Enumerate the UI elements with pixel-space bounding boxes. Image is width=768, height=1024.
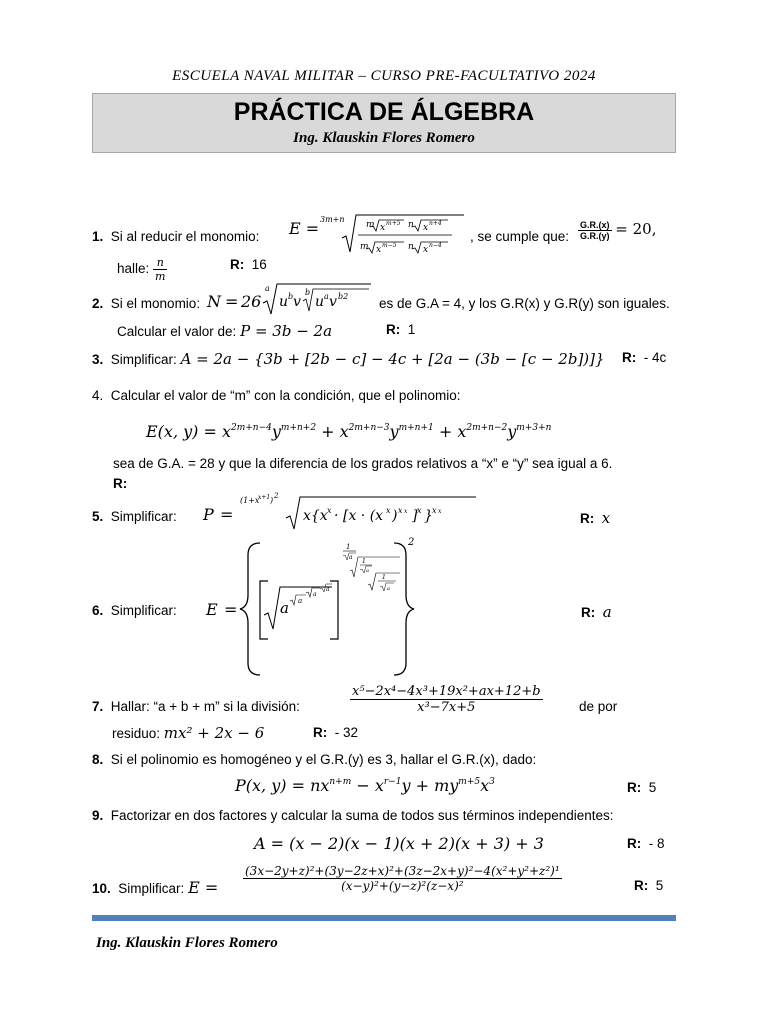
answer-value: - 8 <box>648 836 665 851</box>
answer-label: R: <box>113 476 128 491</box>
problem-text: Simplificar: <box>118 881 185 896</box>
answer-value: 5 <box>655 878 664 893</box>
svg-text:x: x <box>432 506 437 515</box>
problem-number: 7. <box>92 699 104 714</box>
problem-10-fraction <box>243 864 562 893</box>
problem-text: Si el polinomio es homogéneo y el G.R.(y) es 3, hallar el G.R.(x), dado: <box>110 752 537 767</box>
svg-text:b2: b2 <box>338 292 349 301</box>
problem-1 <box>92 229 259 244</box>
ratio-numerator: G.R.(x) <box>580 220 610 230</box>
problem-text: Calcular el valor de “m” con la condición, que el polinomio: <box>110 388 461 403</box>
answer-label: R: <box>386 322 401 337</box>
answer-value: x <box>601 509 611 527</box>
svg-text:): ) <box>270 496 274 505</box>
svg-text:a: a <box>349 554 353 561</box>
problem-text: Si al reducir el monomio: <box>110 229 260 244</box>
problem-6 <box>92 603 177 618</box>
svg-text:a: a <box>280 599 289 617</box>
svg-text:}: } <box>424 508 433 524</box>
answer-2 <box>386 322 415 337</box>
svg-text:·: · <box>334 508 339 524</box>
svg-text:a: a <box>265 284 270 293</box>
answer-value: 5 <box>648 780 657 795</box>
answer-label: R: <box>580 511 595 526</box>
school-header: ESCUELA NAVAL MILITAR – CURSO PRE-FACULTATIVO 2024 <box>172 68 596 84</box>
frac-denominator: m <box>155 270 166 283</box>
problem-4-polynomial: E(x, $y) = x^{2m+n-4}y^{m+n+2} + x^{2m+n-3}y^{m+n+1} + x^{2m+n-2}y^{m+3+n}$ <box>146 422 552 441</box>
problem-text: Si el monomio: <box>110 296 201 311</box>
division-denominator: x³−7x+5 <box>417 700 476 715</box>
problem-expression: A = 2a − {3b + [2b − c] − 4c + [2a − (3b − [c − 2b])]} <box>180 350 605 368</box>
answer-9 <box>627 836 665 851</box>
svg-text:(1+x: (1+x <box>240 496 260 505</box>
problem-9 <box>92 808 614 823</box>
problem-number: 2. <box>92 296 104 311</box>
svg-text:b: b <box>305 288 311 297</box>
fraction-numerator: (3x−2y+z)²+(3y−2z+x)²+(3z−2x+y)²−4(x²+y²+z²)¹ <box>245 864 560 878</box>
footer-divider <box>92 915 676 921</box>
division-numerator: x⁵−2x⁴−4x³+19x²+ax+12+b <box>352 684 541 699</box>
svg-text:a: a <box>324 292 329 301</box>
problem-number: 10. <box>92 881 111 896</box>
answer-10 <box>634 878 663 893</box>
svg-text:1: 1 <box>346 543 351 551</box>
problem-expression: mx² + 2x − 6 <box>163 724 265 742</box>
answer-5 <box>580 509 610 527</box>
svg-text:m: m <box>360 242 369 252</box>
svg-text:a: a <box>366 568 369 574</box>
footer-author: Ing. Klauskin Flores Romero <box>96 935 278 951</box>
answer-3 <box>622 350 666 365</box>
problem-2 <box>92 296 200 311</box>
problem-4 <box>92 388 460 403</box>
svg-text:=: = <box>220 505 234 524</box>
problem-7-tail <box>579 699 617 714</box>
svg-text:x: x <box>404 508 408 515</box>
problem-number: 4. <box>92 388 104 403</box>
svg-text:n−4: n−4 <box>429 242 442 249</box>
svg-text:m−5: m−5 <box>382 242 397 249</box>
problem-number: 5. <box>92 509 104 524</box>
svg-text:E =: E = <box>289 219 320 238</box>
problem-expression: P = 3b − 2a <box>240 322 333 340</box>
svg-text:a: a <box>387 586 390 592</box>
svg-text:1: 1 <box>382 574 386 581</box>
svg-text:v: v <box>329 294 337 310</box>
problem-lhs: E = <box>188 878 219 897</box>
problem-line2: halle: <box>117 261 150 277</box>
svg-text:x{x: x{x <box>303 508 328 524</box>
svg-text:x: x <box>398 506 403 515</box>
svg-text:b: b <box>288 292 294 301</box>
problem-2-line2 <box>117 322 332 340</box>
problem-1-ratio <box>578 220 656 241</box>
problem-1-line2 <box>117 256 167 283</box>
svg-text:x: x <box>417 506 422 515</box>
problem-text: Simplificar: <box>110 352 177 367</box>
svg-text:m+5: m+5 <box>386 220 401 227</box>
svg-text:x+1: x+1 <box>258 494 271 501</box>
svg-text:x: x <box>423 245 429 255</box>
problem-text: Simplificar: <box>110 509 177 524</box>
answer-value: - 32 <box>334 725 359 740</box>
answer-label: R: <box>622 350 637 365</box>
svg-text:2: 2 <box>274 492 279 500</box>
svg-text:]: ] <box>412 508 418 524</box>
answer-label: R: <box>627 836 642 851</box>
problem-text: Factorizar en dos factores y calcular la suma de todos sus términos independientes: <box>110 808 614 823</box>
problem-text-b: es de G.A = 4, y los G.R(x) y G.R(y) son iguales. <box>379 296 670 311</box>
svg-text:a: a <box>326 586 330 593</box>
problem-9-expression: A = (x − 2)(x − 1)(x + 2)(x + 3) + 3 <box>254 834 544 853</box>
problem-text: Hallar: “a + b + m” si la división: <box>110 699 300 714</box>
problem-line2: residuo: <box>112 726 161 741</box>
svg-text:2: 2 <box>408 537 415 548</box>
answer-value: 16 <box>251 257 267 272</box>
page-title: PRÁCTICA DE ÁLGEBRA <box>233 98 535 126</box>
answer-value: 1 <box>407 322 416 337</box>
svg-text:[x · (x: [x · (x <box>343 508 384 524</box>
problem-line2: sea de G.A. = 28 y que la diferencia de los grados relativos a “x” e “y” sea igual a 6. <box>113 456 613 471</box>
fraction-denominator: (x−y)²+(y−z)²(z−x)² <box>341 879 464 893</box>
problem-text-b: , se cumple que: <box>470 229 570 244</box>
answer-4 <box>113 476 127 491</box>
answer-value: a <box>602 603 612 621</box>
svg-text:n+4: n+4 <box>429 220 442 227</box>
svg-text:n: n <box>408 220 414 230</box>
answer-6 <box>581 603 612 621</box>
problem-5 <box>92 509 177 524</box>
svg-text:x: x <box>380 223 386 233</box>
problem-7-line2 <box>112 724 264 742</box>
problem-10 <box>92 878 218 897</box>
answer-label: R: <box>634 878 649 893</box>
svg-text:x: x <box>423 223 429 233</box>
answer-8 <box>627 780 656 795</box>
problem-line2: Calcular el valor de: <box>117 324 237 339</box>
svg-text:P: P <box>203 505 214 524</box>
problem-number: 3. <box>92 352 104 367</box>
svg-text:3m+n: 3m+n <box>320 215 345 224</box>
answer-value: - 4c <box>643 350 667 365</box>
problem-7-division <box>350 684 543 715</box>
problem-number: 1. <box>92 229 104 244</box>
monomial-radical <box>286 212 466 256</box>
svg-text:a: a <box>298 597 303 605</box>
problem-2-condition <box>379 296 670 311</box>
svg-text:v: v <box>293 294 301 310</box>
svg-text:x: x <box>438 508 442 515</box>
svg-text:): ) <box>392 508 398 524</box>
problem-4-line2 <box>113 456 612 471</box>
svg-text:=: = <box>225 292 239 311</box>
problem-text: Simplificar: <box>110 603 177 618</box>
answer-7 <box>313 725 358 740</box>
svg-text:N: N <box>207 292 221 311</box>
svg-text:=: = <box>224 600 238 619</box>
problem-5-expression <box>200 492 490 532</box>
svg-text:26: 26 <box>241 292 262 311</box>
svg-text:x: x <box>386 506 391 515</box>
problem-6-expression <box>200 535 425 680</box>
problem-number: 6. <box>92 603 104 618</box>
svg-text:n: n <box>408 242 414 252</box>
svg-text:m: m <box>366 220 375 230</box>
problem-8 <box>92 752 536 767</box>
problem-8-polynomial: P(x, $y) = nx^{n+m} - x^{r-1}y + my^{m+5}x^3$ <box>235 776 495 795</box>
problem-1-expression <box>286 212 466 259</box>
problem-3 <box>92 350 605 368</box>
answer-1 <box>230 257 267 272</box>
svg-text:a: a <box>313 591 317 598</box>
answer-label: R: <box>581 605 596 620</box>
svg-text:x: x <box>327 506 332 515</box>
title-box <box>92 93 676 153</box>
svg-text:u: u <box>279 294 289 310</box>
svg-text:u: u <box>315 294 325 310</box>
svg-text:x: x <box>376 245 382 255</box>
frac-numerator: n <box>153 256 167 270</box>
ratio-rhs: = 20, <box>615 220 657 239</box>
problem-2-monomial <box>205 281 375 317</box>
svg-text:E: E <box>206 600 218 619</box>
answer-label: R: <box>230 257 245 272</box>
problem-number: 9. <box>92 808 104 823</box>
problem-text-b: de por <box>579 699 618 714</box>
author-subtitle: Ing. Klauskin Flores Romero <box>293 130 475 146</box>
answer-label: R: <box>627 780 642 795</box>
svg-text:1: 1 <box>362 558 366 565</box>
ratio-denominator: G.R.(y) <box>580 231 610 241</box>
answer-label: R: <box>313 725 328 740</box>
problem-number: 8. <box>92 752 104 767</box>
problem-1-condition <box>470 229 569 244</box>
problem-7 <box>92 699 300 714</box>
